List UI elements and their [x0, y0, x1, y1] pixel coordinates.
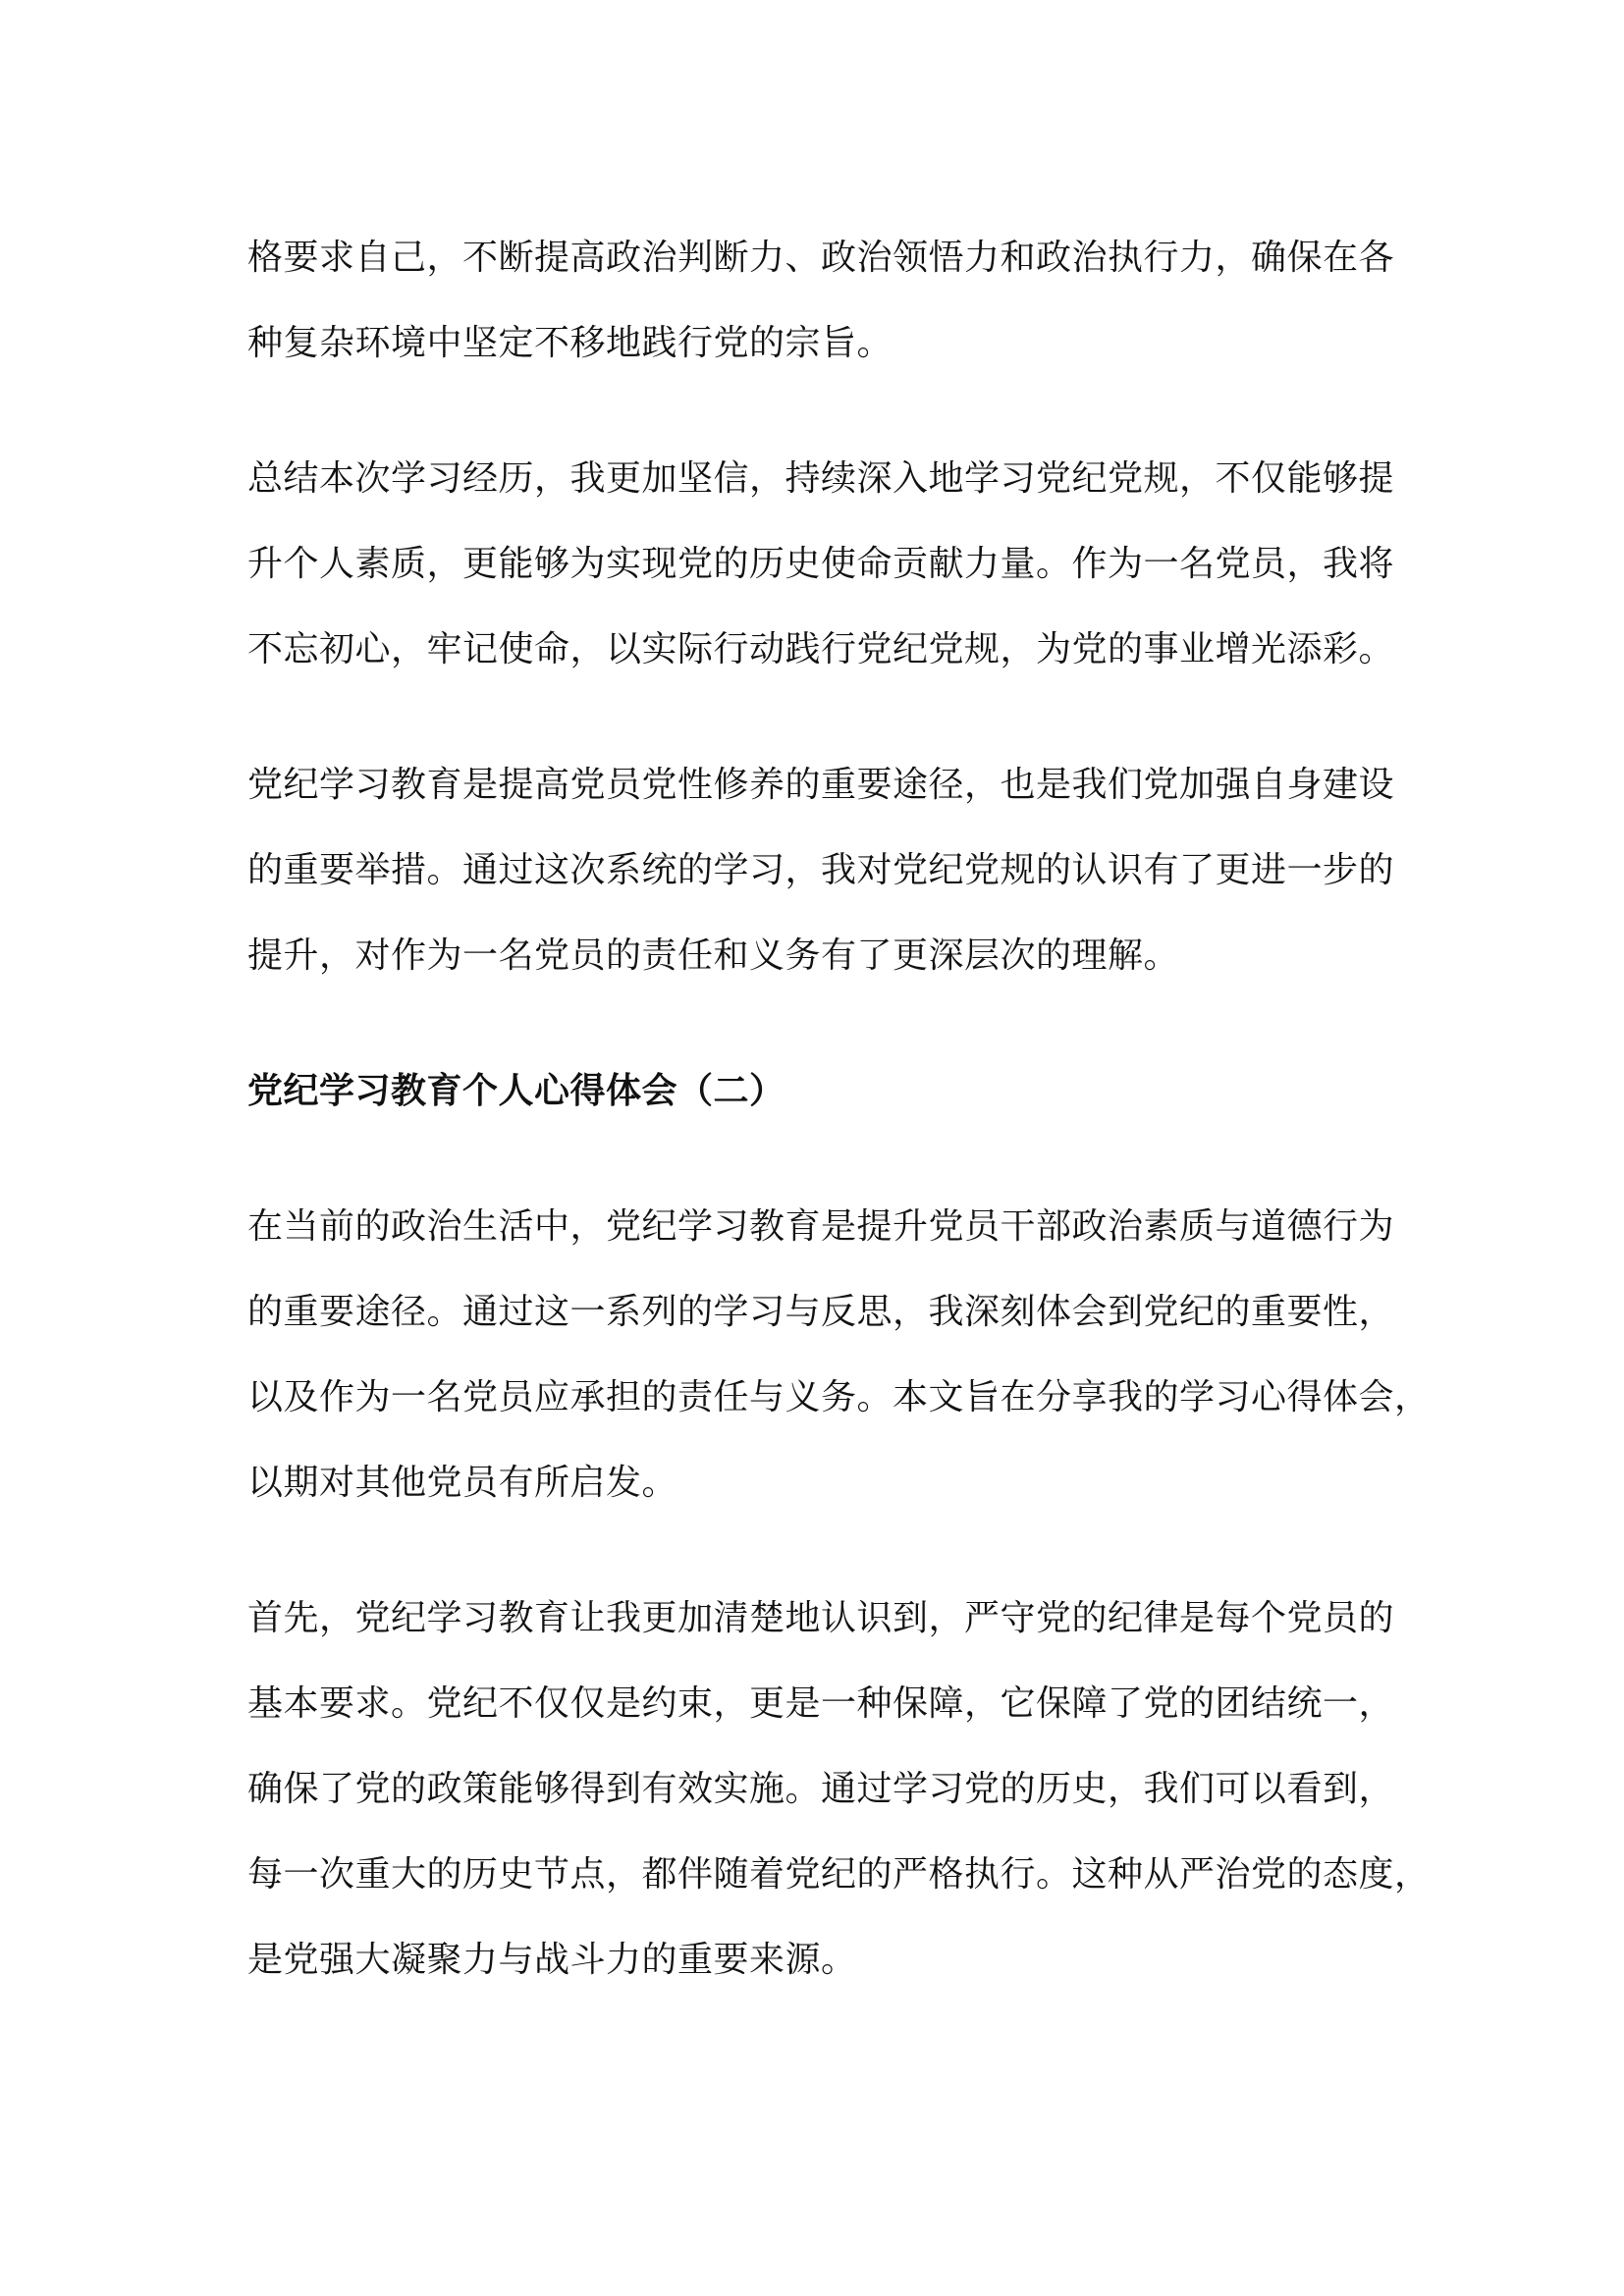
heading-text: 党纪学习教育个人心得体会（二）	[247, 1071, 785, 1111]
text-line: 提升，对作为一名党员的责任和义务有了更深层次的理解。	[247, 935, 1180, 976]
text-line: 基本要求。党纪不仅仅是约束，更是一种保障，它保障了党的团结统一，	[247, 1683, 1395, 1724]
text-line: 不忘初心，牢记使命，以实际行动践行党纪党规，为党的事业增光添彩。	[247, 629, 1395, 669]
text-line: 以期对其他党员有所启发。	[247, 1463, 678, 1503]
text-line: 种复杂环境中坚定不移地践行党的宗旨。	[247, 323, 893, 363]
text-line: 是党强大凝聚力与战斗力的重要来源。	[247, 1940, 857, 1980]
paragraph	[247, 1575, 1431, 2002]
text-line: 党纪学习教育是提高党员党性修养的重要途径，也是我们党加强自身建设	[247, 765, 1395, 805]
text-line: 确保了党的政策能够得到有效实施。通过学习党的历史，我们可以看到，	[247, 1769, 1395, 1809]
section-heading	[247, 1048, 1426, 1134]
text-line: 的重要途径。通过这一系列的学习与反思，我深刻体会到党纪的重要性，	[247, 1292, 1395, 1332]
text-line: 总结本次学习经历，我更加坚信，持续深入地学习党纪党规，不仅能够提	[247, 458, 1395, 499]
text-line: 以及作为一名党员应承担的责任与义务。本文旨在分享我的学习心得体会，	[247, 1377, 1431, 1417]
text-line: 每一次重大的历史节点，都伴随着党纪的严格执行。这种从严治党的态度，	[247, 1854, 1431, 1895]
paragraph	[247, 215, 1426, 386]
paragraph	[247, 1184, 1431, 1525]
document-body	[247, 215, 1431, 2053]
paragraph	[247, 742, 1426, 998]
paragraph	[247, 436, 1426, 692]
text-line: 在当前的政治生活中，党纪学习教育是提升党员干部政治素质与道德行为	[247, 1206, 1395, 1247]
text-line: 的重要举措。通过这次系统的学习，我对党纪党规的认识有了更进一步的	[247, 850, 1395, 890]
text-line: 首先，党纪学习教育让我更加清楚地认识到，严守党的纪律是每个党员的	[247, 1598, 1395, 1638]
text-line: 格要求自己，不断提高政治判断力、政治领悟力和政治执行力，确保在各	[247, 238, 1395, 278]
text-line: 升个人素质，更能够为实现党的历史使命贡献力量。作为一名党员，我将	[247, 544, 1395, 584]
